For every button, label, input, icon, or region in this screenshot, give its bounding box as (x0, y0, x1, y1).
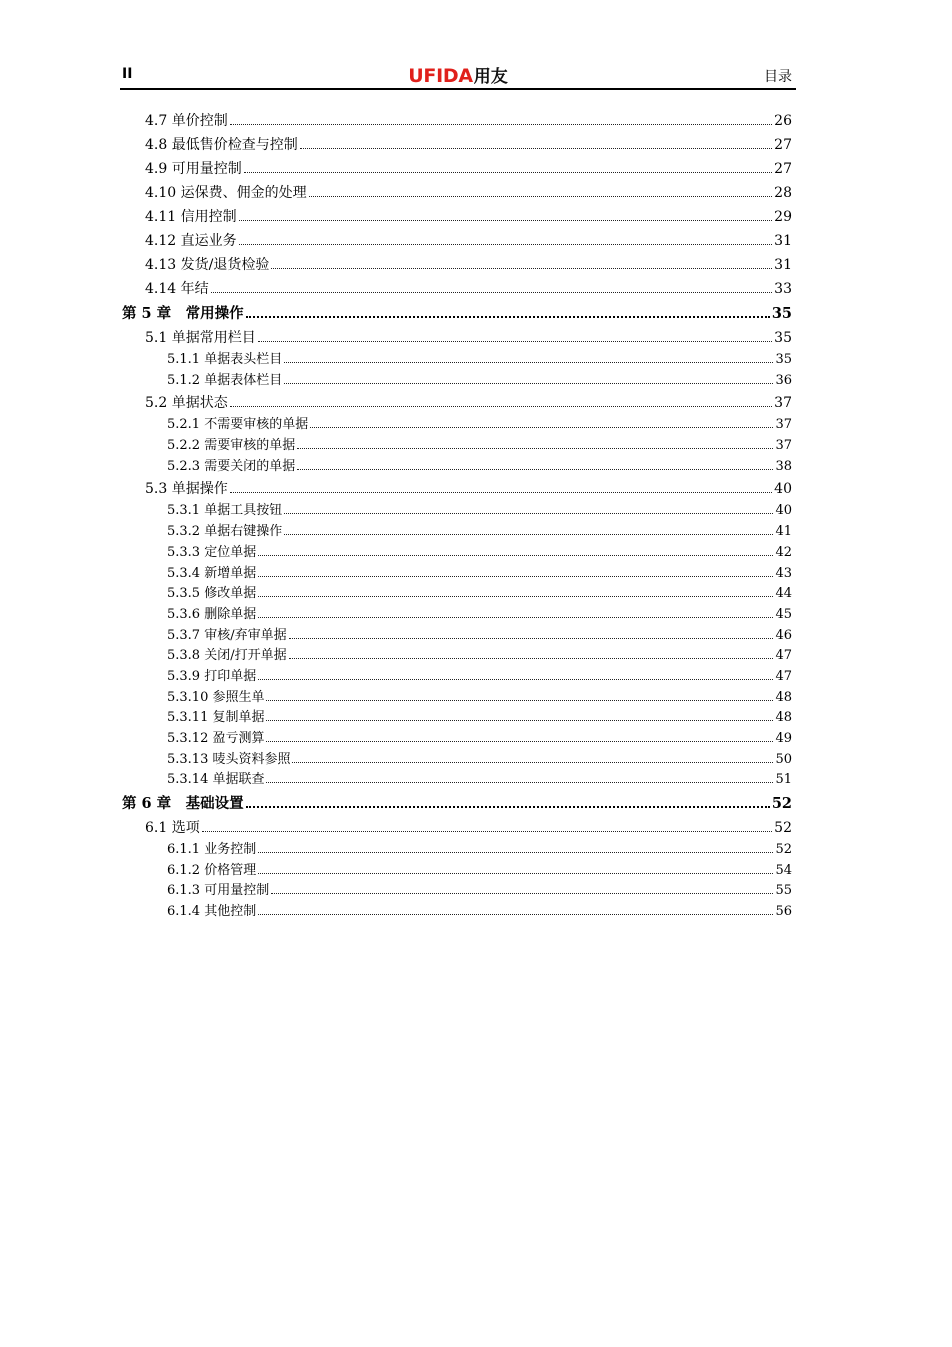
toc-entry-label: 5.3.6 删除单据 (167, 606, 257, 622)
toc-entry-label: 5.1.2 单据表体栏目 (167, 372, 283, 388)
dot-leader (258, 596, 773, 597)
toc-entry-page: 47 (775, 648, 792, 664)
toc-entry-page: 33 (774, 281, 792, 297)
toc-entry-label: 5.2.1 不需要审核的单据 (167, 417, 309, 433)
toc-entry[interactable] (120, 109, 792, 133)
toc-entry[interactable] (120, 816, 792, 840)
dot-leader (284, 383, 773, 384)
dot-leader (284, 513, 773, 514)
dot-leader (244, 172, 772, 173)
toc-entry[interactable] (120, 667, 792, 688)
toc-entry[interactable] (120, 436, 792, 457)
toc-entry-page: 28 (774, 185, 792, 201)
toc-entry-label: 5.1.1 单据表头栏目 (167, 352, 283, 367)
toc-entry-page: 36 (775, 372, 792, 388)
toc-entry-page: 26 (774, 113, 792, 129)
toc-entry[interactable] (120, 457, 792, 478)
dot-leader (271, 268, 772, 269)
dot-leader (271, 893, 773, 894)
toc-entry-label: 5.3.12 盈亏测算 (167, 731, 265, 746)
toc-entry[interactable] (120, 350, 792, 371)
dot-leader (239, 220, 773, 221)
toc-entry-label: 5.3 单据操作 (145, 481, 228, 498)
toc-chapter-entry[interactable] (120, 301, 792, 326)
dot-leader (258, 617, 773, 618)
toc-entry-label: 第 6 章 基础设置 (122, 795, 244, 813)
toc-entry-page: 31 (774, 257, 792, 273)
toc-entry-label: 5.3.2 单据右键操作 (167, 524, 283, 540)
dot-leader (258, 873, 773, 874)
toc-entry-page: 42 (775, 544, 792, 560)
toc-entry[interactable] (120, 277, 792, 301)
dot-leader (289, 638, 774, 639)
page-header (120, 62, 796, 86)
dot-leader (230, 124, 772, 125)
toc-entry-page: 43 (775, 565, 792, 581)
toc-entry-label: 6.1.2 价格管理 (167, 862, 257, 878)
toc-entry-page: 41 (775, 524, 792, 540)
toc-entry-label: 5.3.13 唛头资料参照 (167, 751, 291, 767)
toc-entry[interactable] (120, 688, 792, 709)
dot-leader (300, 148, 772, 149)
toc-entry[interactable] (120, 584, 792, 605)
toc-entry[interactable] (120, 840, 792, 861)
dot-leader (266, 720, 773, 721)
toc-entry-label: 6.1.3 可用量控制 (167, 883, 270, 899)
toc-entry-page: 29 (774, 209, 792, 225)
toc-entry[interactable] (120, 729, 792, 750)
toc-entry-page: 31 (774, 233, 792, 249)
dot-leader (266, 741, 773, 742)
toc-entry-page: 37 (775, 438, 792, 454)
toc-entry-label: 4.12 直运业务 (145, 233, 237, 249)
toc-entry[interactable] (120, 522, 792, 543)
toc-entry-page: 37 (774, 395, 792, 412)
toc-entry-page: 47 (775, 668, 792, 684)
toc-entry[interactable] (120, 750, 792, 771)
toc-entry-label: 5.2.3 需要关闭的单据 (167, 458, 296, 474)
toc-entry-label: 4.8 最低售价检查与控制 (145, 137, 298, 153)
toc-entry-page: 40 (774, 481, 792, 498)
toc-entry-label: 5.3.1 单据工具按钮 (167, 503, 283, 519)
toc-entry[interactable] (120, 708, 792, 729)
toc-entry[interactable] (120, 229, 792, 253)
toc-entry-label: 5.3.3 定位单据 (167, 544, 257, 560)
table-of-contents (120, 109, 792, 923)
toc-entry-page: 40 (775, 503, 792, 519)
toc-entry-page: 35 (775, 352, 792, 367)
toc-entry[interactable] (120, 391, 792, 415)
dot-leader (258, 555, 773, 556)
dot-leader (266, 700, 773, 701)
toc-entry-page: 48 (775, 689, 792, 705)
toc-entry-page: 51 (775, 772, 792, 788)
dot-leader (309, 196, 773, 197)
toc-entry-label: 5.2.2 需要审核的单据 (167, 438, 296, 454)
toc-entry[interactable] (120, 605, 792, 626)
toc-entry[interactable] (120, 881, 792, 902)
toc-entry-label: 第 5 章 常用操作 (122, 305, 244, 322)
page-number: II (122, 66, 133, 82)
toc-entry-label: 5.3.8 关闭/打开单据 (167, 648, 287, 664)
toc-entry-label: 4.7 单价控制 (145, 113, 228, 129)
toc-entry[interactable] (120, 501, 792, 522)
dot-leader (258, 576, 773, 577)
dot-leader (292, 762, 773, 763)
dot-leader (310, 427, 773, 428)
toc-entry-page: 55 (775, 883, 792, 899)
toc-entry[interactable] (120, 205, 792, 229)
toc-entry-page: 37 (775, 417, 792, 433)
toc-entry-page: 54 (775, 862, 792, 878)
section-title: 目录 (764, 69, 792, 85)
dot-leader (258, 341, 772, 342)
dot-leader (297, 469, 773, 470)
toc-entry-label: 5.3.7 审核/弃审单据 (167, 627, 287, 643)
dot-leader (266, 782, 773, 783)
dot-leader (284, 534, 773, 535)
toc-entry[interactable] (120, 181, 792, 205)
toc-entry-page: 35 (771, 305, 792, 322)
toc-entry[interactable] (120, 157, 792, 181)
toc-entry-label: 5.1 单据常用栏目 (145, 330, 256, 346)
toc-entry-label: 5.3.11 复制单据 (167, 710, 265, 726)
toc-entry-label: 4.13 发货/退货检验 (145, 257, 270, 273)
dot-leader (211, 292, 773, 293)
toc-chapter-entry[interactable] (120, 791, 792, 816)
dot-leader (258, 914, 773, 915)
ufida-logo (120, 62, 796, 87)
toc-entry-label: 5.2 单据状态 (145, 395, 228, 412)
dot-leader (297, 448, 773, 449)
toc-entry-label: 4.11 信用控制 (145, 209, 237, 225)
toc-entry-label: 4.14 年结 (145, 281, 209, 297)
toc-entry-page: 45 (775, 606, 792, 622)
dot-leader (230, 406, 772, 407)
toc-entry[interactable] (120, 902, 792, 923)
toc-entry-page: 46 (775, 627, 792, 643)
toc-entry-label: 5.3.4 新增单据 (167, 565, 257, 581)
dot-leader (246, 806, 770, 808)
toc-entry-page: 49 (775, 731, 792, 746)
toc-entry-page: 44 (775, 586, 792, 602)
logo-brand-text: UFIDA (408, 65, 473, 87)
dot-leader (258, 852, 773, 853)
toc-entry[interactable] (120, 861, 792, 882)
toc-entry-page: 52 (774, 820, 792, 837)
dot-leader (246, 316, 770, 318)
toc-entry-page: 27 (774, 161, 792, 177)
toc-entry[interactable] (120, 477, 792, 501)
toc-entry-page: 52 (775, 842, 792, 858)
toc-entry[interactable] (120, 326, 792, 350)
toc-entry[interactable] (120, 371, 792, 392)
toc-entry-page: 35 (774, 330, 792, 346)
toc-entry-page: 48 (775, 710, 792, 726)
toc-entry-label: 4.9 可用量控制 (145, 161, 242, 177)
toc-entry-page: 56 (775, 904, 792, 920)
toc-entry[interactable] (120, 646, 792, 667)
dot-leader (239, 244, 773, 245)
toc-entry-label: 6.1 选项 (145, 820, 200, 837)
logo-cn-text: 用友 (473, 67, 508, 87)
dot-leader (258, 679, 773, 680)
toc-entry[interactable] (120, 415, 792, 436)
toc-entry-page: 38 (775, 458, 792, 474)
dot-leader (284, 362, 773, 363)
toc-entry-label: 4.10 运保费、佣金的处理 (145, 185, 307, 201)
dot-leader (289, 658, 774, 659)
toc-entry[interactable] (120, 770, 792, 791)
toc-entry-label: 5.3.5 修改单据 (167, 586, 257, 602)
toc-entry-page: 52 (771, 795, 792, 813)
toc-entry[interactable] (120, 564, 792, 585)
toc-entry-label: 5.3.14 单据联查 (167, 772, 265, 788)
toc-entry-label: 6.1.1 业务控制 (167, 842, 257, 858)
dot-leader (202, 831, 772, 832)
toc-entry[interactable] (120, 626, 792, 647)
toc-entry[interactable] (120, 543, 792, 564)
toc-entry-page: 50 (775, 751, 792, 767)
toc-entry[interactable] (120, 133, 792, 157)
toc-entry-label: 6.1.4 其他控制 (167, 904, 257, 920)
toc-entry-label: 5.3.10 参照生单 (167, 689, 265, 705)
toc-entry-label: 5.3.9 打印单据 (167, 668, 257, 684)
header-rule (120, 88, 796, 90)
toc-entry-page: 27 (774, 137, 792, 153)
dot-leader (230, 492, 772, 493)
toc-entry[interactable] (120, 253, 792, 277)
